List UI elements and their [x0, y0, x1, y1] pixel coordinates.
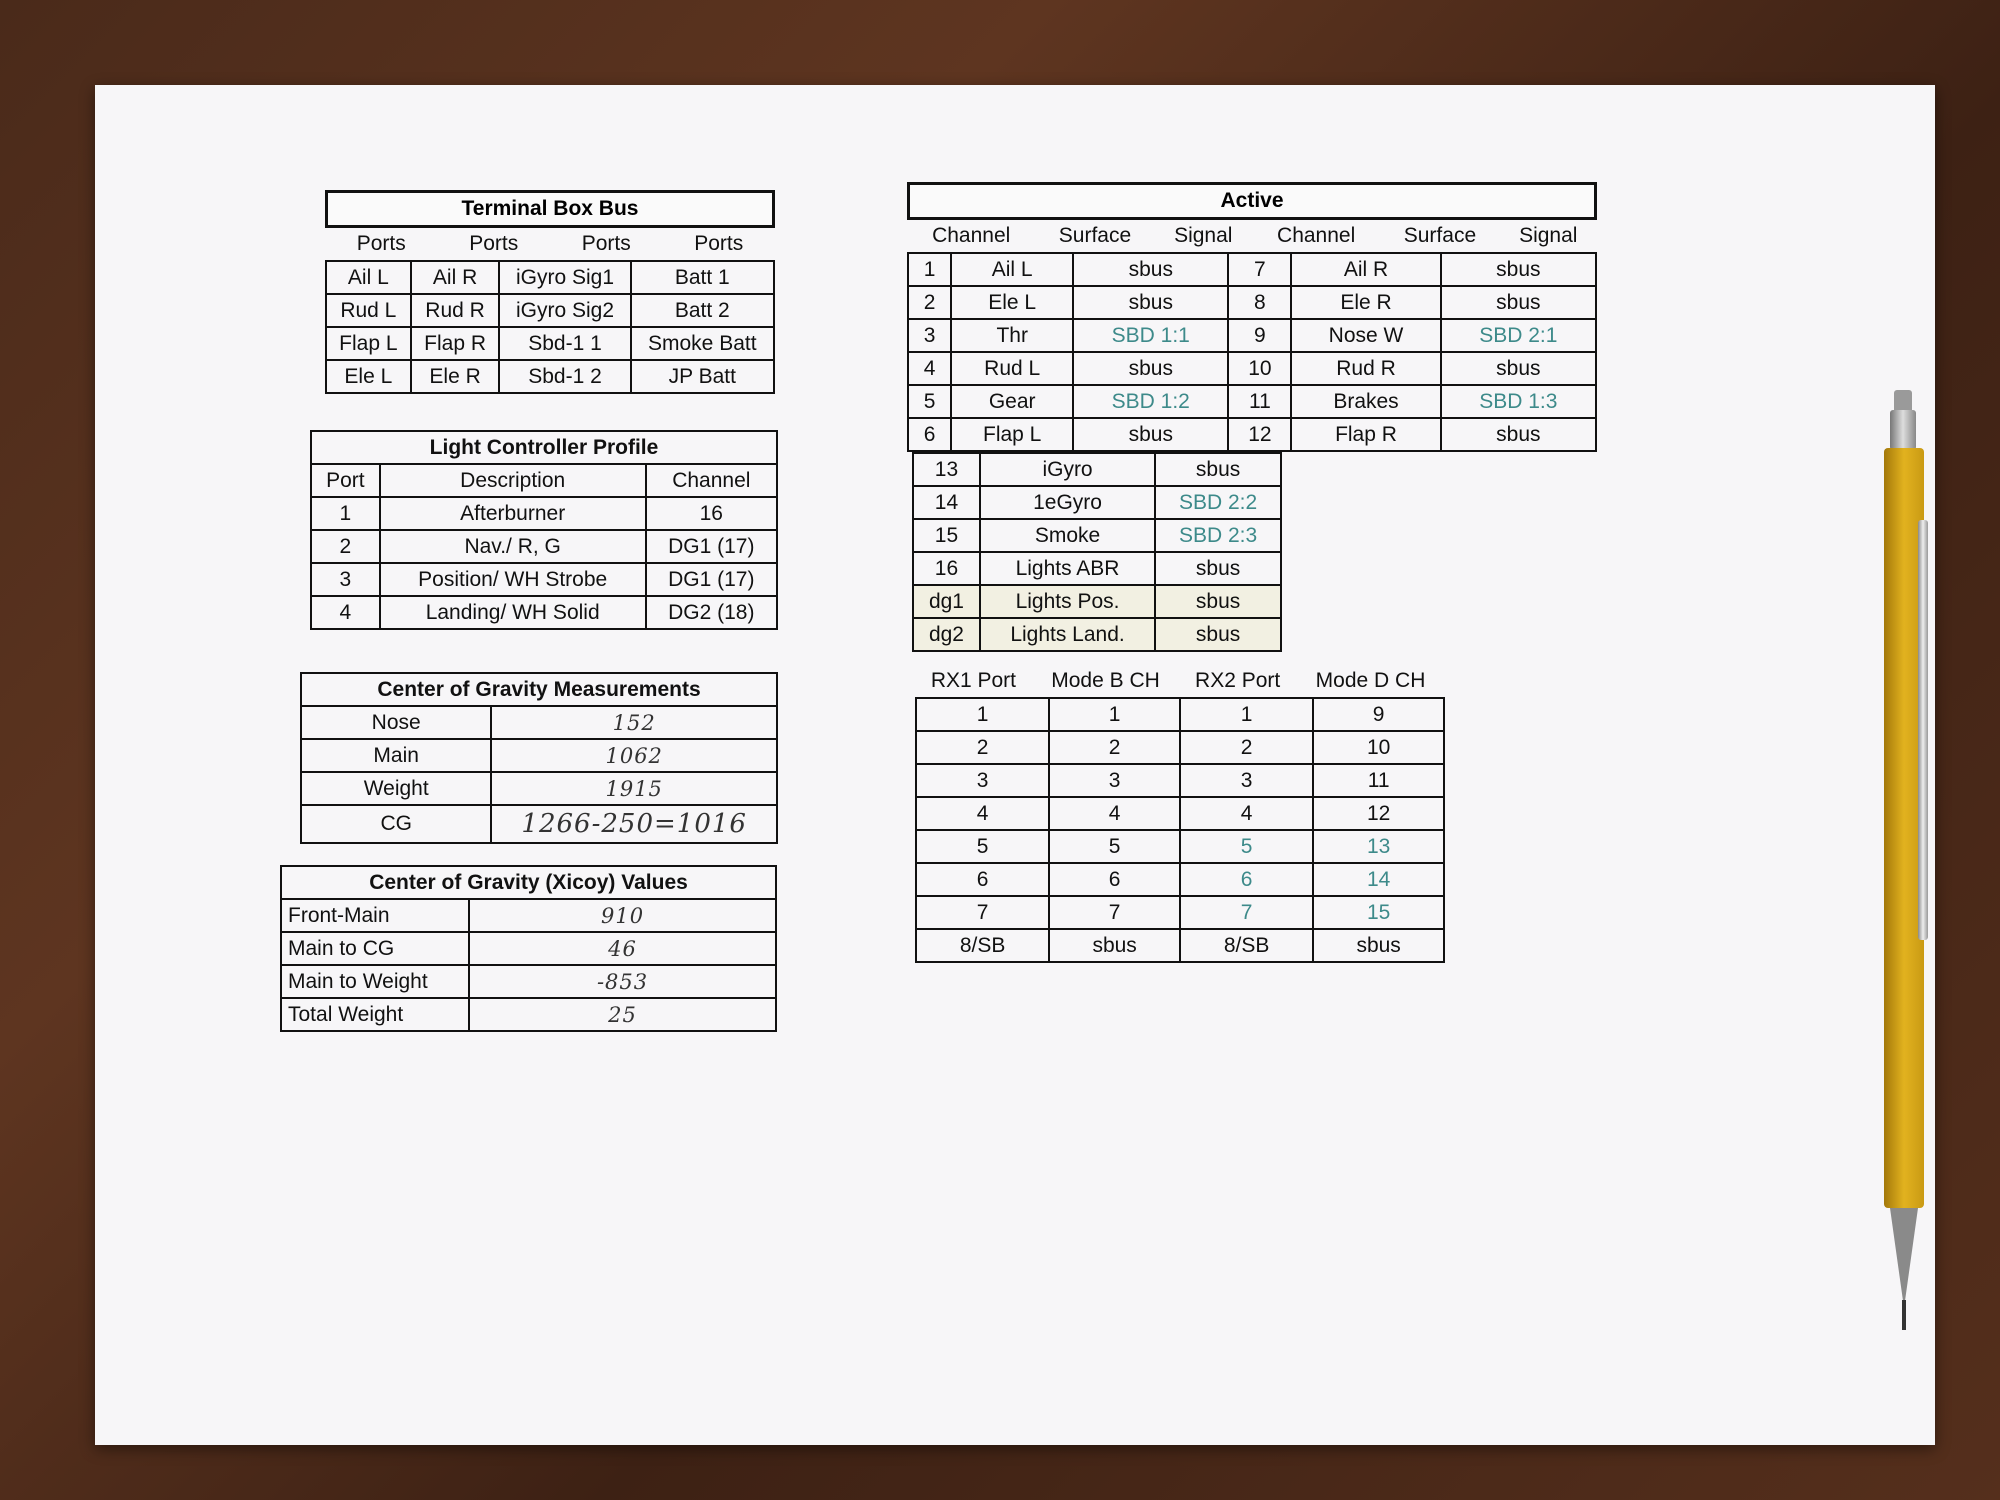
table-cell: 3	[1049, 764, 1180, 797]
handwritten-value: -853	[469, 965, 776, 998]
row-label: Front-Main	[281, 899, 469, 932]
table-cell: Landing/ WH Solid	[380, 596, 646, 629]
table-cell: sbus	[1155, 618, 1281, 651]
pencil-cone	[1890, 1208, 1918, 1308]
table-cell: Sbd-1 1	[499, 327, 630, 360]
table-cell: Rud R	[411, 294, 500, 327]
column-header: Channel	[1277, 224, 1356, 247]
table-cell: 6	[908, 418, 951, 451]
column-header: Ports	[469, 232, 519, 255]
table-cell: Nose W	[1291, 319, 1440, 352]
table-cell: 4	[311, 596, 380, 629]
column-header: Mode B CH	[1051, 669, 1160, 692]
table-cell: sbus	[1073, 286, 1228, 319]
table-cell: 6	[916, 863, 1049, 896]
column-header: Surface	[1058, 224, 1132, 247]
table-cell: Thr	[951, 319, 1073, 352]
table-row	[916, 731, 1444, 764]
table-cell: 12	[1313, 797, 1444, 830]
table-row	[913, 618, 1281, 651]
cg-measurements-table	[300, 672, 778, 844]
table-row	[913, 453, 1281, 486]
table-cell: Ele R	[411, 360, 500, 393]
table-cell: Lights Land.	[980, 618, 1155, 651]
table-cell: Flap L	[951, 418, 1073, 451]
table-row	[908, 253, 1596, 286]
table-cell: dg2	[913, 618, 980, 651]
table-cell: iGyro Sig2	[499, 294, 630, 327]
table-cell: 4	[908, 352, 951, 385]
table-cell: 1	[311, 497, 380, 530]
cg-xicoy-title: Center of Gravity (Xicoy) Values	[281, 866, 776, 899]
table-cell: 3	[908, 319, 951, 352]
table-cell: iGyro Sig1	[499, 261, 630, 294]
table-row	[916, 797, 1444, 830]
table-cell: SBD 1:2	[1073, 385, 1228, 418]
mechanical-pencil	[1870, 390, 1940, 1330]
table-cell: Rud R	[1291, 352, 1440, 385]
row-label: Main	[301, 739, 491, 772]
table-cell: 13	[913, 453, 980, 486]
table-row	[916, 929, 1444, 962]
table-cell: 15	[1313, 896, 1444, 929]
table-cell: JP Batt	[631, 360, 774, 393]
table-cell: 4	[1049, 797, 1180, 830]
table-cell: 7	[1049, 896, 1180, 929]
handwritten-value: 46	[469, 932, 776, 965]
handwritten-value: 152	[491, 706, 777, 739]
light-controller-title: Light Controller Profile	[311, 431, 777, 464]
table-cell: Nav./ R, G	[380, 530, 646, 563]
handwritten-value: 910	[469, 899, 776, 932]
table-row	[311, 563, 777, 596]
table-cell: 1	[1049, 698, 1180, 731]
pencil-cap	[1894, 390, 1912, 412]
column-header: Mode D CH	[1315, 669, 1426, 692]
table-cell: sbus	[1155, 552, 1281, 585]
table-cell: DG2 (18)	[646, 596, 777, 629]
handwritten-value: 25	[469, 998, 776, 1031]
active-channels-table	[907, 182, 1597, 452]
table-row	[916, 764, 1444, 797]
column-header: Port	[311, 464, 380, 497]
table-cell: Ail R	[1291, 253, 1440, 286]
table-cell: sbus	[1073, 352, 1228, 385]
table-row	[326, 294, 774, 327]
row-label: Total Weight	[281, 998, 469, 1031]
handwritten-value: 1062	[491, 739, 777, 772]
pencil-eraser	[1890, 410, 1916, 450]
table-cell: sbus	[1441, 286, 1596, 319]
table-cell: Sbd-1 2	[499, 360, 630, 393]
table-cell: 8/SB	[916, 929, 1049, 962]
table-cell: Ail R	[411, 261, 500, 294]
light-controller-table	[310, 430, 778, 630]
table-cell: 16	[913, 552, 980, 585]
table-row	[916, 830, 1444, 863]
table-cell: 2	[1180, 731, 1313, 764]
column-header: RX1 Port	[930, 669, 1017, 692]
table-cell: 2	[311, 530, 380, 563]
column-header: Channel	[932, 224, 1011, 247]
table-cell: sbus	[1155, 453, 1281, 486]
column-header: RX2 Port	[1195, 669, 1281, 692]
column-header: Channel	[646, 464, 777, 497]
table-cell: 6	[1049, 863, 1180, 896]
table-cell: Gear	[951, 385, 1073, 418]
table-row	[916, 863, 1444, 896]
table-cell: SBD 2:3	[1155, 519, 1281, 552]
table-cell: Lights Pos.	[980, 585, 1155, 618]
table-cell: 4	[1180, 797, 1313, 830]
table-cell: 3	[1180, 764, 1313, 797]
handwritten-value: 1266-250=1016	[491, 805, 777, 843]
table-cell: dg1	[913, 585, 980, 618]
table-cell: Afterburner	[380, 497, 646, 530]
table-cell: Ele L	[326, 360, 411, 393]
table-cell: Flap R	[411, 327, 500, 360]
table-cell: 13	[1313, 830, 1444, 863]
cg-xicoy-table	[280, 865, 777, 1032]
table-row	[908, 418, 1596, 451]
table-cell: iGyro	[980, 453, 1155, 486]
active-title: Active	[907, 182, 1597, 220]
table-cell: 10	[1313, 731, 1444, 764]
table-cell: Rud L	[951, 352, 1073, 385]
row-label: Nose	[301, 706, 491, 739]
table-cell: SBD 2:2	[1155, 486, 1281, 519]
column-header: Ports	[356, 232, 406, 255]
table-cell: 5	[908, 385, 951, 418]
table-row	[916, 698, 1444, 731]
table-row	[301, 772, 777, 805]
table-cell: Smoke	[980, 519, 1155, 552]
table-row	[326, 360, 774, 393]
table-cell: 11	[1228, 385, 1291, 418]
table-cell: sbus	[1049, 929, 1180, 962]
column-header: Signal	[1519, 224, 1578, 247]
table-cell: Ele L	[951, 286, 1073, 319]
table-cell: 2	[908, 286, 951, 319]
table-row	[908, 352, 1596, 385]
table-row	[281, 965, 776, 998]
table-cell: 15	[913, 519, 980, 552]
row-label: Main to CG	[281, 932, 469, 965]
cg-measurements-title: Center of Gravity Measurements	[301, 673, 777, 706]
table-row	[326, 327, 774, 360]
table-cell: DG1 (17)	[646, 563, 777, 596]
table-cell: 14	[913, 486, 980, 519]
table-cell: 2	[916, 731, 1049, 764]
table-cell: sbus	[1073, 418, 1228, 451]
paper-sheet	[95, 85, 1935, 1445]
column-header: Signal	[1174, 224, 1233, 247]
terminal-box-table	[325, 190, 775, 394]
table-cell: 1	[908, 253, 951, 286]
table-row	[916, 896, 1444, 929]
table-cell: sbus	[1155, 585, 1281, 618]
table-cell: 1	[1180, 698, 1313, 731]
table-row	[281, 899, 776, 932]
table-cell: Brakes	[1291, 385, 1440, 418]
table-cell: sbus	[1441, 418, 1596, 451]
table-row	[311, 497, 777, 530]
table-row	[908, 385, 1596, 418]
table-cell: sbus	[1441, 352, 1596, 385]
table-cell: 2	[1049, 731, 1180, 764]
table-header-row	[311, 464, 777, 497]
pencil-lead	[1902, 1300, 1906, 1330]
row-label: CG	[301, 805, 491, 843]
table-cell: Ail L	[326, 261, 411, 294]
table-cell: 11	[1313, 764, 1444, 797]
row-label: Weight	[301, 772, 491, 805]
table-row	[908, 319, 1596, 352]
table-cell: 5	[916, 830, 1049, 863]
table-cell: SBD 2:1	[1441, 319, 1596, 352]
table-cell: 7	[1228, 253, 1291, 286]
table-cell: DG1 (17)	[646, 530, 777, 563]
table-row	[913, 519, 1281, 552]
table-cell: Ail L	[951, 253, 1073, 286]
row-label: Main to Weight	[281, 965, 469, 998]
extra-channels-table	[912, 452, 1282, 652]
table-cell: 9	[1228, 319, 1291, 352]
table-cell: 6	[1180, 863, 1313, 896]
table-cell: 16	[646, 497, 777, 530]
table-cell: Flap L	[326, 327, 411, 360]
column-header: Ports	[694, 232, 744, 255]
table-cell: Batt 2	[631, 294, 774, 327]
table-cell: 9	[1313, 698, 1444, 731]
table-cell: 14	[1313, 863, 1444, 896]
table-cell: 1eGyro	[980, 486, 1155, 519]
table-row	[913, 486, 1281, 519]
rx-ports-table	[915, 665, 1445, 963]
handwritten-value: 1915	[491, 772, 777, 805]
table-cell: 5	[1180, 830, 1313, 863]
table-row	[301, 739, 777, 772]
table-row	[913, 585, 1281, 618]
table-cell: 8/SB	[1180, 929, 1313, 962]
table-row	[301, 805, 777, 843]
table-row	[301, 706, 777, 739]
table-cell: Ele R	[1291, 286, 1440, 319]
table-row	[908, 286, 1596, 319]
table-cell: Position/ WH Strobe	[380, 563, 646, 596]
table-cell: sbus	[1073, 253, 1228, 286]
table-cell: Smoke Batt	[631, 327, 774, 360]
pencil-clip	[1918, 520, 1928, 940]
table-row	[311, 596, 777, 629]
table-cell: Rud L	[326, 294, 411, 327]
table-cell: 7	[1180, 896, 1313, 929]
table-cell: Batt 1	[631, 261, 774, 294]
table-cell: 7	[916, 896, 1049, 929]
table-cell: Lights ABR	[980, 552, 1155, 585]
column-header: Description	[380, 464, 646, 497]
column-header: Ports	[581, 232, 631, 255]
table-cell: 5	[1049, 830, 1180, 863]
table-cell: Flap R	[1291, 418, 1440, 451]
table-cell: 12	[1228, 418, 1291, 451]
table-cell: 1	[916, 698, 1049, 731]
table-row	[913, 552, 1281, 585]
table-row	[326, 261, 774, 294]
table-cell: 8	[1228, 286, 1291, 319]
table-row	[281, 998, 776, 1031]
column-header: Surface	[1403, 224, 1477, 247]
table-row	[281, 932, 776, 965]
table-cell: 10	[1228, 352, 1291, 385]
table-cell: sbus	[1313, 929, 1444, 962]
table-cell: SBD 1:3	[1441, 385, 1596, 418]
table-cell: 4	[916, 797, 1049, 830]
terminal-box-title: Terminal Box Bus	[325, 190, 775, 228]
table-row	[311, 530, 777, 563]
table-cell: 3	[916, 764, 1049, 797]
table-cell: SBD 1:1	[1073, 319, 1228, 352]
table-cell: sbus	[1441, 253, 1596, 286]
table-cell: 3	[311, 563, 380, 596]
